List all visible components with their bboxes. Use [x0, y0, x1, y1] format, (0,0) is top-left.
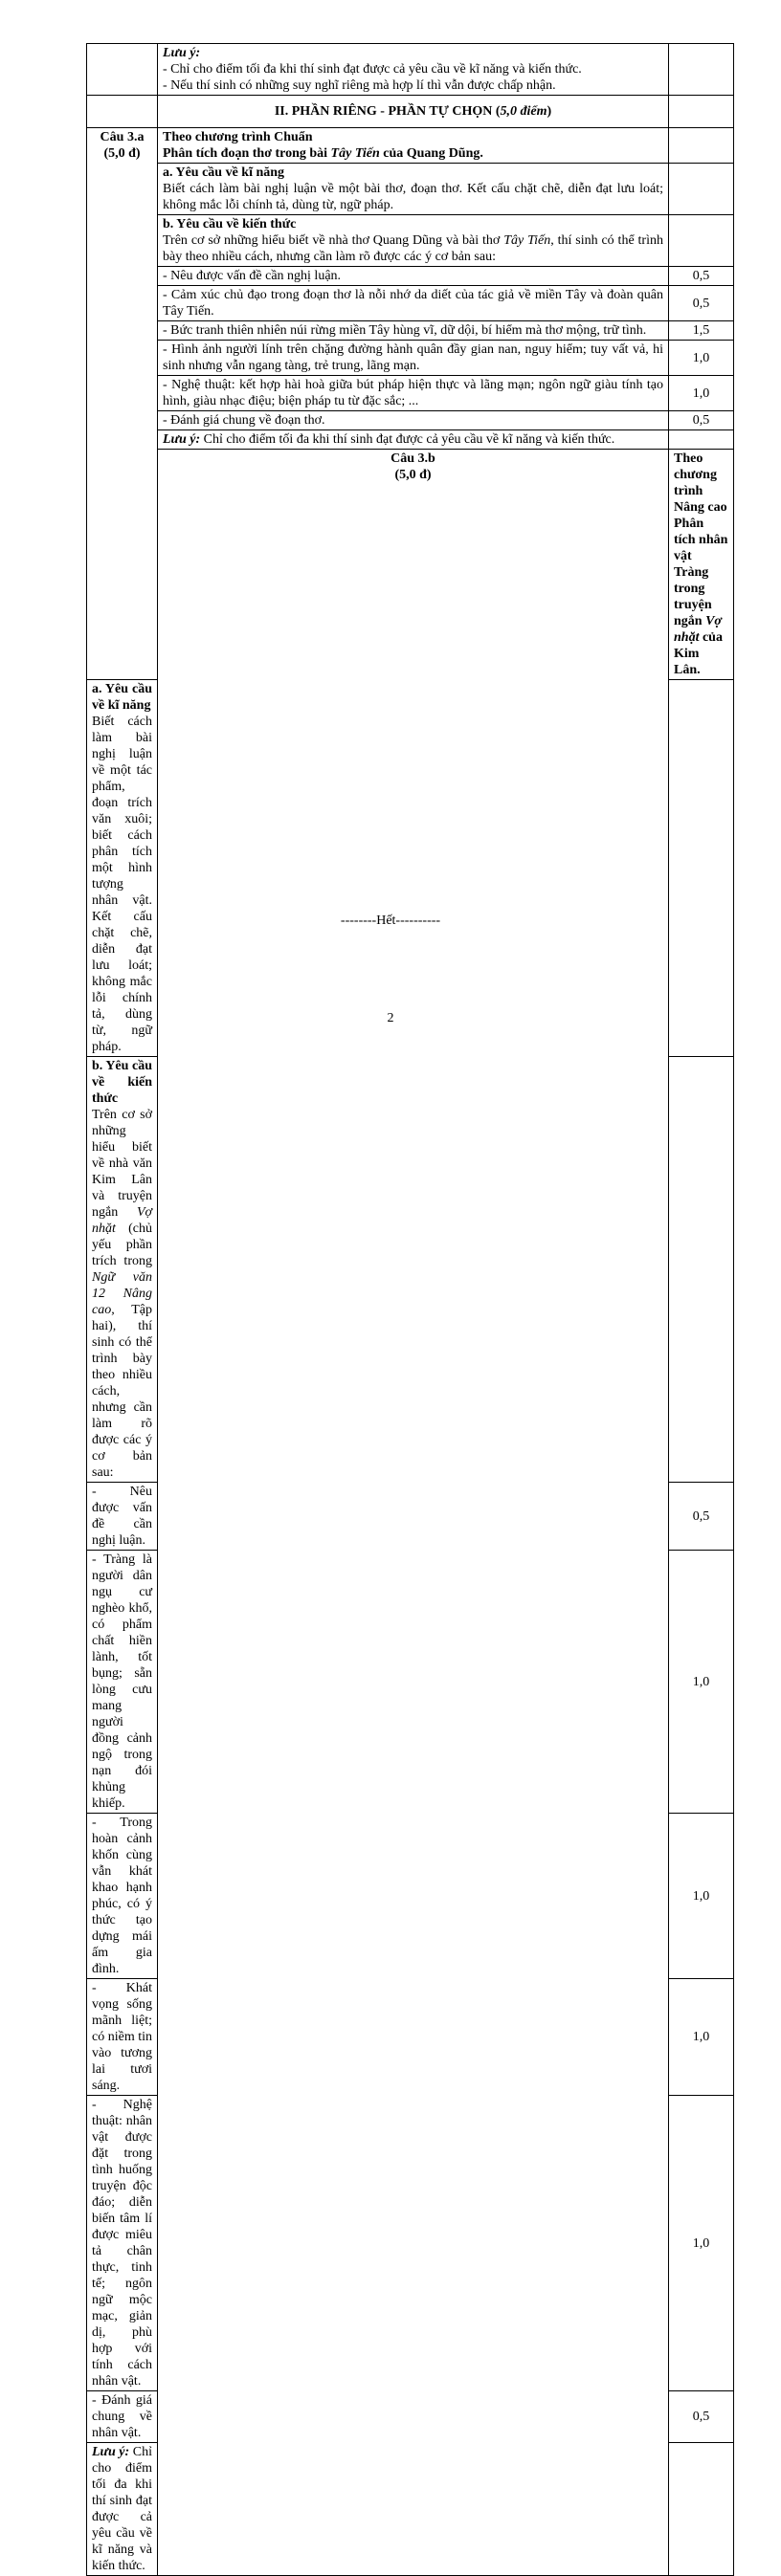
note-top-line1: - Chỉ cho điểm tối đa khi thí sinh đạt được cả yêu cầu về kĩ năng và kiến thức.: [163, 62, 582, 77]
q3a-item-points: 1,0: [669, 376, 734, 411]
q3a-item: - Cảm xúc chủ đạo trong đoạn thơ là nỗi nhớ da diết của tác giả về miền Tây và đoàn quân Tây Tiến.: [158, 286, 669, 321]
end-marker: --------Hết----------: [340, 914, 441, 928]
empty-cell: [669, 164, 734, 215]
q3a-note-row: [87, 430, 734, 450]
q3b-note: Lưu ý: Chỉ cho điểm tối đa khi thí sinh đạt được cả yêu cầu về kĩ năng và kiến thức.: [87, 2443, 158, 2576]
q3a-task-row: [87, 128, 734, 164]
empty-cell: [669, 430, 734, 450]
q3b-item-points: 1,0: [669, 1979, 734, 2096]
q3a-item-row: [87, 321, 734, 341]
q3a-item: - Bức tranh thiên nhiên núi rừng miền Tây hùng vĩ, dữ dội, bí hiểm mà thơ mộng, trữ tình.: [158, 321, 669, 341]
empty-cell: [669, 44, 734, 96]
note-top-cell: [158, 44, 669, 96]
q3a-item-row: [87, 341, 734, 376]
section-header: II. PHẦN RIÊNG - PHẦN TỰ CHỌN (5,0 điểm): [158, 96, 669, 128]
q3a-item-row: [87, 411, 734, 430]
empty-cell: [669, 2443, 734, 2576]
q3a-item-points: 1,5: [669, 321, 734, 341]
q3a-item-row: [87, 376, 734, 411]
q3a-item: - Đánh giá chung về đoạn thơ.: [158, 411, 669, 430]
q3b-task: Theo chương trình Nâng cao Phân tích nhân vật Tràng trong truyện ngắn Vợ nhặt của Kim Lân.: [669, 450, 734, 680]
q3b-score: (5,0 đ): [394, 468, 432, 482]
q3b-item: - Nghệ thuật: nhân vật được đặt trong tình huống truyện độc đáo; diễn biến tâm lí được miêu tả chân thực, tinh tế; ngôn ngữ mộc mạc, giản dị, phù hợp với tính cách nhân vật.: [87, 2096, 158, 2391]
note-top-line2: - Nếu thí sinh có những suy nghĩ riêng mà hợp lí thì vẫn được chấp nhận.: [163, 78, 556, 93]
empty-cell: [669, 1057, 734, 1483]
q3b-skill: a. Yêu cầu về kĩ năng Biết cách làm bài nghị luận về một tác phẩm, đoạn trích văn xuôi; biết cách phân tích một hình tượng nhân vật. Kết cấu chặt chẽ, diễn đạt lưu loát; không mắc lỗi chính tả, dùng từ, ngữ pháp.: [87, 680, 158, 1057]
q3a-label-cell: [87, 128, 158, 680]
empty-cell: [87, 96, 158, 128]
q3a-knowledge-row: [87, 215, 734, 267]
q3a-item-points: 0,5: [669, 411, 734, 430]
q3b-item-points: 0,5: [669, 2391, 734, 2443]
note-top-row: [87, 44, 734, 96]
section-score: 5,0 điểm: [500, 104, 547, 119]
empty-cell: [669, 128, 734, 164]
q3b-item-points: 0,5: [669, 1483, 734, 1551]
rubric-table: [86, 43, 734, 2576]
q3b-label-cell: [158, 450, 669, 2576]
empty-cell: [669, 215, 734, 267]
q3a-score: (5,0 đ): [103, 146, 141, 161]
q3a-skill: a. Yêu cầu về kĩ năng Biết cách làm bài nghị luận về một bài thơ, đoạn thơ. Kết cấu chặt chẽ, diễn đạt lưu loát; không mắc lỗi chính tả, dùng từ, ngữ pháp.: [158, 164, 669, 215]
q3b-item-points: 1,0: [669, 1551, 734, 1814]
q3b-item-points: 1,0: [669, 2096, 734, 2391]
empty-cell: [669, 680, 734, 1057]
note-top-label: Lưu ý:: [163, 46, 201, 60]
empty-cell: [669, 96, 734, 128]
q3b-task-row: [87, 450, 734, 680]
page-number: 2: [387, 1011, 394, 1025]
q3a-knowledge: b. Yêu cầu về kiến thức Trên cơ sở những hiểu biết về nhà thơ Quang Dũng và bài thơ Tây Tiến, thí sinh có thể trình bày theo nhiều cách, nhưng cần làm rõ được các ý cơ bản sau:: [158, 215, 669, 267]
q3a-note: Lưu ý: Chỉ cho điểm tối đa khi thí sinh đạt được cả yêu cầu về kĩ năng và kiến thức.: [158, 430, 669, 450]
q3a-item: - Nghệ thuật: kết hợp hài hoà giữa bút pháp hiện thực và lãng mạn; ngôn ngữ giàu tính tạo hình, giàu nhạc điệu; biện pháp tu từ đặc sắc; ...: [158, 376, 669, 411]
q3b-item: - Đánh giá chung về nhân vật.: [87, 2391, 158, 2443]
q3b-item: - Trong hoàn cảnh khốn cùng vẫn khát khao hạnh phúc, có ý thức tạo dựng mái ấm gia đình.: [87, 1814, 158, 1979]
q3b-knowledge: b. Yêu cầu về kiến thức Trên cơ sở những hiểu biết về nhà văn Kim Lân và truyện ngắn Vợ nhặt (chủ yếu phần trích trong Ngữ văn 12 Nâng cao, Tập hai), thí sinh có thể trình bày theo nhiều cách, nhưng cần làm rõ được các ý cơ bản sau:: [87, 1057, 158, 1483]
q3a-item-points: 0,5: [669, 286, 734, 321]
q3a-program: Theo chương trình Chuẩn: [163, 130, 313, 144]
q3b-label: Câu 3.b: [390, 451, 435, 466]
section-header-row: [87, 96, 734, 128]
q3a-item-row: [87, 286, 734, 321]
q3a-item: - Nêu được vấn đề cần nghị luận.: [158, 267, 669, 286]
q3b-item-points: 1,0: [669, 1814, 734, 1979]
q3b-item: - Tràng là người dân ngụ cư nghèo khổ, có phẩm chất hiền lành, tốt bụng; sẵn lòng cưu mang người đồng cảnh ngộ trong nạn đói khủng khiếp.: [87, 1551, 158, 1814]
q3a-item-points: 0,5: [669, 267, 734, 286]
q3b-program: Theo chương trình Nâng cao: [674, 451, 727, 515]
q3b-item: - Khát vọng sống mãnh liệt; có niềm tin vào tương lai tươi sáng.: [87, 1979, 158, 2096]
q3a-item-points: 1,0: [669, 341, 734, 376]
q3a-skill-row: [87, 164, 734, 215]
q3b-item: - Nêu được vấn đề cần nghị luận.: [87, 1483, 158, 1551]
q3a-item: - Hình ảnh người lính trên chặng đường hành quân đầy gian nan, nguy hiểm; tuy vất vả, hi sinh nhưng vẫn ngang tàng, trẻ trung, lãng mạn.: [158, 341, 669, 376]
q3a-label: Câu 3.a: [100, 130, 145, 144]
q3a-item-row: [87, 267, 734, 286]
q3a-task: Theo chương trình Chuẩn Phân tích đoạn thơ trong bài Tây Tiến của Quang Dũng.: [158, 128, 669, 164]
empty-cell: [87, 44, 158, 96]
